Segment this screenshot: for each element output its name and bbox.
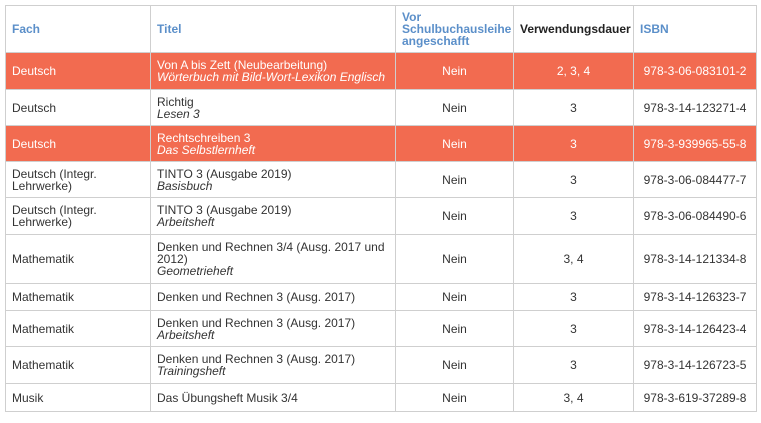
book-subtitle: Geometrieheft: [157, 264, 234, 278]
cell-verwendungsdauer: 3: [514, 347, 634, 384]
table-row: [6, 198, 757, 235]
table-row: [6, 347, 757, 384]
cell-titel: [151, 311, 396, 347]
cell-vor-schulbuchausleihe: Nein: [396, 126, 514, 162]
cell-vor-schulbuchausleihe: Nein: [396, 311, 514, 347]
cell-vor-schulbuchausleihe: Nein: [396, 235, 514, 284]
cell-titel: [151, 53, 396, 90]
table-row: [6, 384, 757, 412]
cell-fach: Deutsch: [6, 126, 151, 162]
cell-vor-schulbuchausleihe: Nein: [396, 284, 514, 311]
book-subtitle: Wörterbuch mit Bild-Wort-Lexikon Englisch: [157, 70, 386, 84]
table-row: [6, 126, 757, 162]
cell-isbn: 978-3-14-126323-7: [634, 284, 757, 311]
column-header-isbn[interactable]: ISBN: [634, 6, 757, 53]
cell-fach: Deutsch: [6, 90, 151, 126]
cell-fach: Musik: [6, 384, 151, 412]
cell-verwendungsdauer: 3, 4: [514, 235, 634, 284]
table-row: [6, 162, 757, 198]
book-title: Denken und Rechnen 3 (Ausg. 2017): [157, 315, 356, 330]
table-row: [6, 284, 757, 311]
cell-isbn: 978-3-06-083101-2: [634, 53, 757, 90]
cell-titel: [151, 347, 396, 384]
cell-verwendungsdauer: 3: [514, 126, 634, 162]
cell-fach: Deutsch: [6, 53, 151, 90]
column-header-vor-schulbuchausleihe[interactable]: Vor Schulbuchausleihe angeschafft: [396, 6, 514, 53]
cell-isbn: 978-3-14-126423-4: [634, 311, 757, 347]
cell-titel: [151, 284, 396, 311]
cell-isbn: 978-3-14-123271-4: [634, 90, 757, 126]
book-title: Das Übungsheft Musik 3/4: [157, 390, 298, 405]
book-title: Denken und Rechnen 3 (Ausg. 2017): [157, 290, 356, 304]
table-row: [6, 235, 757, 284]
book-subtitle: Das Selbstlernheft: [157, 142, 256, 157]
cell-titel: [151, 162, 396, 198]
cell-verwendungsdauer: 3: [514, 284, 634, 311]
table-header-row: [6, 6, 757, 53]
book-subtitle: Trainingsheft: [157, 364, 226, 378]
cell-isbn: 978-3-06-084477-7: [634, 162, 757, 198]
cell-isbn: 978-3-06-084490-6: [634, 198, 757, 235]
cell-verwendungsdauer: 2, 3, 4: [514, 53, 634, 90]
cell-vor-schulbuchausleihe: Nein: [396, 198, 514, 235]
book-title: Denken und Rechnen 3/4 (Ausg. 2017 und 2012): [157, 240, 385, 266]
book-title: Richtig: [157, 94, 194, 109]
cell-vor-schulbuchausleihe: Nein: [396, 162, 514, 198]
cell-titel: [151, 198, 396, 235]
cell-isbn: 978-3-14-126723-5: [634, 347, 757, 384]
cell-vor-schulbuchausleihe: Nein: [396, 90, 514, 126]
cell-titel: [151, 126, 396, 162]
cell-verwendungsdauer: 3: [514, 162, 634, 198]
cell-verwendungsdauer: 3: [514, 311, 634, 347]
cell-isbn: 978-3-939965-55-8: [634, 126, 757, 162]
cell-isbn: 978-3-619-37289-8: [634, 384, 757, 412]
cell-vor-schulbuchausleihe: Nein: [396, 384, 514, 412]
cell-fach: Mathematik: [6, 311, 151, 347]
book-title: TINTO 3 (Ausgabe 2019): [157, 203, 292, 217]
cell-vor-schulbuchausleihe: Nein: [396, 347, 514, 384]
book-title: Von A bis Zett (Neubearbeitung): [157, 58, 328, 72]
book-title: Rechtschreiben 3: [157, 130, 251, 145]
cell-fach: Mathematik: [6, 284, 151, 311]
book-subtitle: Arbeitsheft: [157, 327, 215, 342]
table-row: [6, 311, 757, 347]
cell-verwendungsdauer: 3: [514, 198, 634, 235]
book-subtitle: Basisbuch: [157, 178, 213, 193]
cell-fach: Deutsch (Integr. Lehrwerke): [6, 162, 151, 198]
column-header-fach[interactable]: Fach: [6, 6, 151, 53]
cell-fach: Mathematik: [6, 235, 151, 284]
cell-fach: Deutsch (Integr. Lehrwerke): [6, 198, 151, 235]
table-row: [6, 53, 757, 90]
column-header-verwendungsdauer: Verwendungsdauer: [514, 6, 634, 53]
schoolbook-table: [5, 5, 757, 412]
book-subtitle: Lesen 3: [157, 106, 200, 121]
cell-titel: [151, 384, 396, 412]
column-header-titel[interactable]: Titel: [151, 6, 396, 53]
table-row: [6, 90, 757, 126]
book-title: Denken und Rechnen 3 (Ausg. 2017): [157, 352, 356, 366]
cell-titel: [151, 235, 396, 284]
cell-fach: Mathematik: [6, 347, 151, 384]
cell-verwendungsdauer: 3, 4: [514, 384, 634, 412]
book-subtitle: Arbeitsheft: [157, 215, 215, 229]
book-title: TINTO 3 (Ausgabe 2019): [157, 166, 292, 181]
cell-vor-schulbuchausleihe: Nein: [396, 53, 514, 90]
cell-isbn: 978-3-14-121334-8: [634, 235, 757, 284]
cell-verwendungsdauer: 3: [514, 90, 634, 126]
cell-titel: [151, 90, 396, 126]
